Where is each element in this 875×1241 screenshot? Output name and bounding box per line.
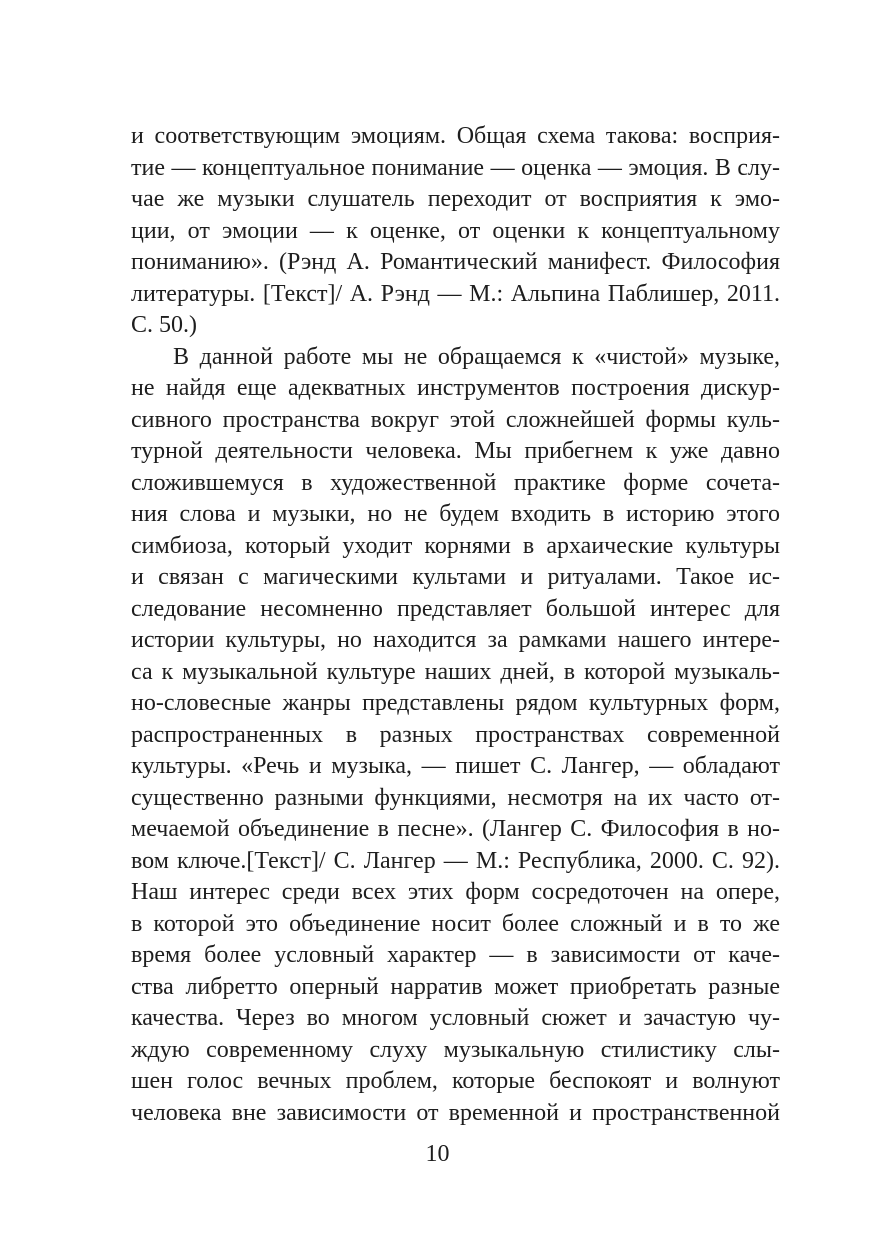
text-line: ждую современному слуху музыкальную стилистику слы- xyxy=(131,1036,780,1063)
text-line: распространенных в разных пространствах современной xyxy=(131,721,780,748)
text-line: сивного пространства вокруг этой сложнейшей формы куль- xyxy=(131,406,780,433)
text-line: и связан с магическими культами и ритуалами. Такое ис- xyxy=(131,564,780,590)
text-line: ства либретто оперный нарратив может приобретать разные xyxy=(131,973,780,1000)
text-line: тие — концептуальное понимание — оценка — эмоция. В слу- xyxy=(131,154,780,181)
text-line: существенно разными функциями, несмотря на их часто от- xyxy=(131,784,780,811)
text-line: пониманию». (Рэнд А. Романтический манифест. Философия xyxy=(131,249,780,275)
text-line: не найдя еще адекватных инструментов построения дискур- xyxy=(131,375,780,401)
text-line: истории культуры, но находится за рамками нашего интере- xyxy=(131,627,780,653)
text-line: но-словесные жанры представлены рядом культурных форм, xyxy=(131,690,780,716)
text-line: С. 50.) xyxy=(131,312,197,338)
text-line: ции, от эмоции — к оценке, от оценки к концептуальному xyxy=(131,217,780,244)
text-line: литературы. [Текст]/ А. Рэнд — М.: Альпина Паблишер, 2011. xyxy=(131,280,780,307)
text-line: шен голос вечных проблем, которые беспокоят и волнуют xyxy=(131,1068,780,1094)
text-line: Наш интерес среди всех этих форм сосредоточен на опере, xyxy=(131,879,780,905)
text-line: и соответствующим эмоциям. Общая схема такова: восприя- xyxy=(131,123,780,149)
text-line: культуры. «Речь и музыка, — пишет С. Лангер, — обладают xyxy=(131,753,780,779)
text-line: человека вне зависимости от временной и пространственной xyxy=(131,1099,780,1126)
text-line: симбиоза, который уходит корнями в архаические культуры xyxy=(131,532,780,559)
text-line: следование несомненно представляет большой интерес для xyxy=(131,595,780,622)
text-line: са к музыкальной культуре наших дней, в которой музыкаль- xyxy=(131,658,780,685)
text-line: качества. Через во многом условный сюжет и зачастую чу- xyxy=(131,1005,780,1031)
text-line: время более условный характер — в зависимости от каче- xyxy=(131,942,780,968)
page-number: 10 xyxy=(425,1141,450,1167)
paragraph-first-line: В данной работе мы не обращаемся к «чистой» музыке, xyxy=(173,343,780,370)
text-line: ния слова и музыки, но не будем входить в историю этого xyxy=(131,501,780,527)
text-line: турной деятельности человека. Мы прибегнем к уже давно xyxy=(131,438,780,464)
body-text xyxy=(131,121,780,1129)
text-line: мечаемой объединение в песне». (Лангер С. Философия в но- xyxy=(131,816,780,842)
text-line: вом ключе.[Текст]/ С. Лангер — М.: Республика, 2000. С. 92). xyxy=(131,847,780,874)
text-line: сложившемуся в художественной практике форме сочета- xyxy=(131,469,780,496)
text-line: чае же музыки слушатель переходит от восприятия к эмо- xyxy=(131,186,780,212)
text-line: в которой это объединение носит более сложный и в то же xyxy=(131,910,780,937)
